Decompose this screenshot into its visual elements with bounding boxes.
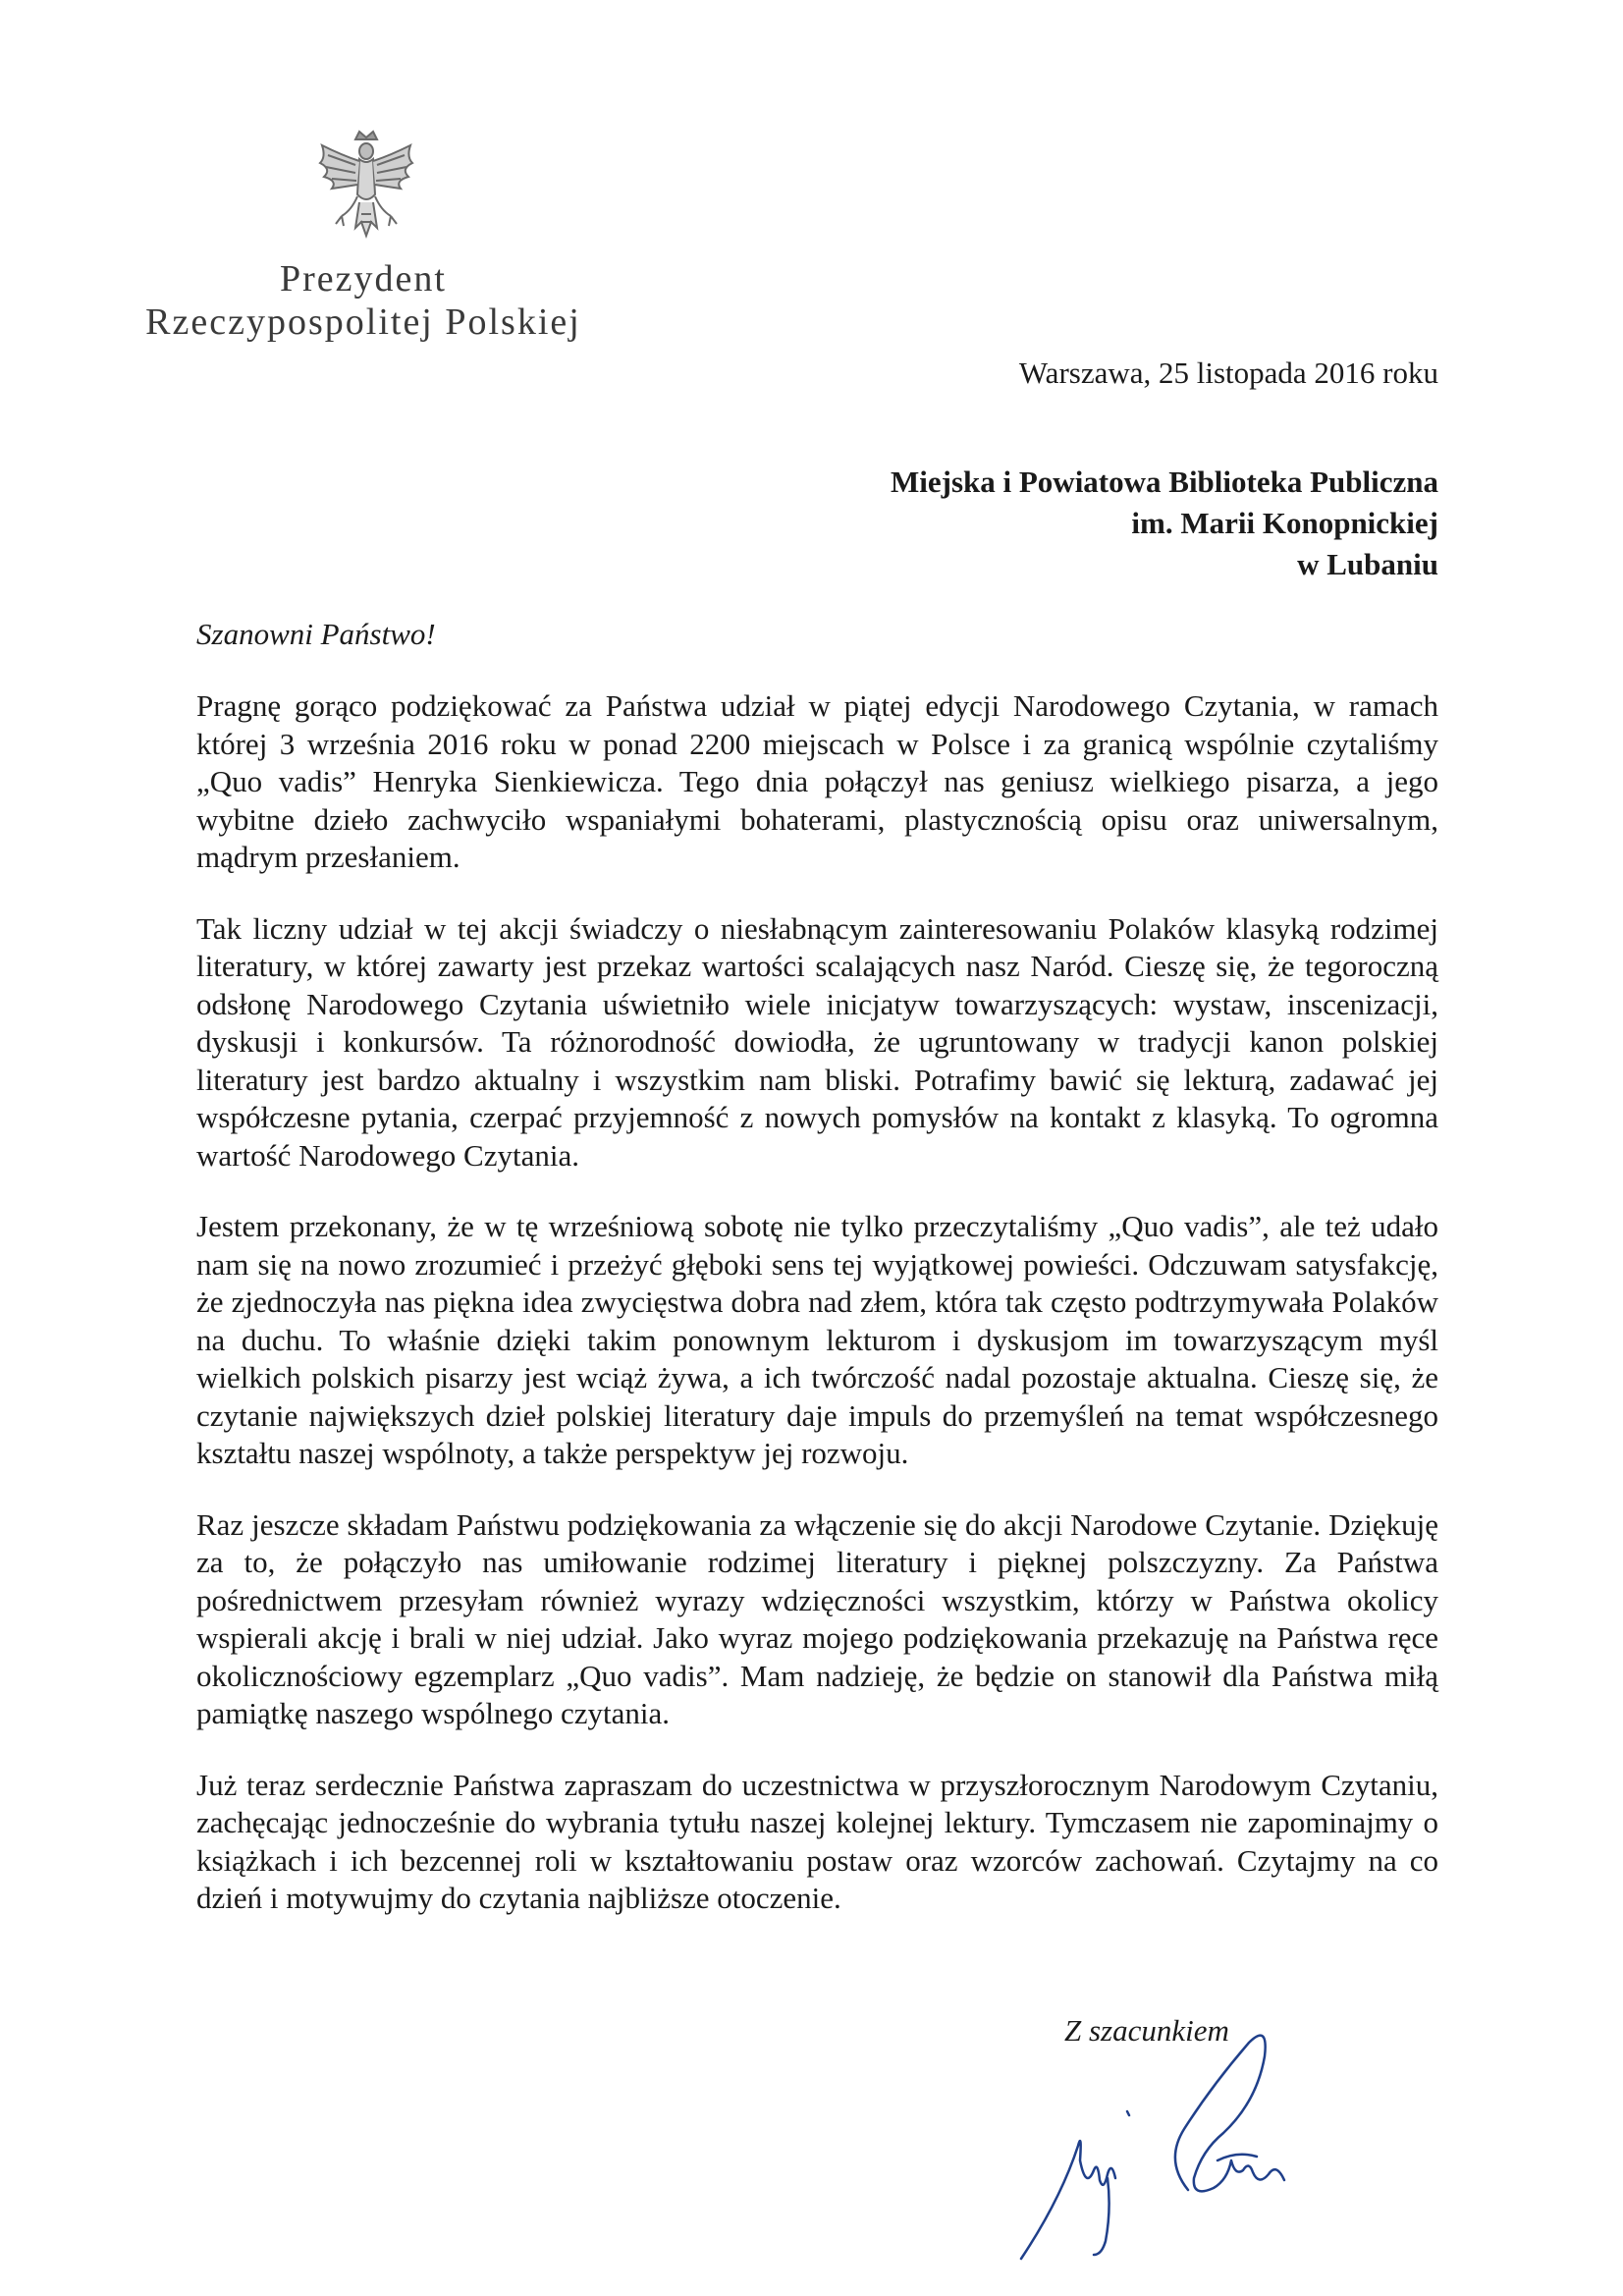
letter-body (196, 687, 1438, 1951)
office-title-line1: Prezydent (280, 258, 447, 300)
letter-date: Warszawa, 25 listopada 2016 roku (1018, 355, 1438, 390)
recipient-line: Miejska i Powiatowa Biblioteka Publiczna (891, 465, 1438, 499)
body-paragraph: Tak liczny udział w tej akcji świadczy o niesłabnącym zainteresowaniu Polaków klasyką rodzimej literatury, w której zawarty jest przekaz wartości scalających nasz Naród. Cieszę się, że tegoroczną odsłonę Narodowego Czytania uświetniło wiele inicjatyw towarzyszących: wystaw, inscenizacji, dyskusji i konkursów. Ta różnorodność dowiodła, że ugruntowany w tradycji kanon polskiej literatury jest bardzo aktualny i wszystkim nam bliski. Potrafimy bawić się lekturą, zadawać jej współczesne pytania, czerpać przyjemność z nowych pomysłów na kontakt z klasyką. To ogromna wartość Narodowego Czytania. (196, 910, 1438, 1173)
body-paragraph: Raz jeszcze składam Państwu podziękowania za włączenie się do akcji Narodowe Czytanie. Dziękuję za to, że połączyło nas umiłowanie rodzimej literatury i pięknej polszczyzny. Za Państwa pośrednictwem przesyłam również wyrazy wdzięczności wszystkim, którzy w Państwa okolicy wspierali akcję i brali w niej udział. Jako wyraz mojego podziękowania przekazuję na Państwa ręce okolicznościowy egzemplarz „Quo vadis”. Mam nadzieję, że będzie on stanowił dla Państwa miłą pamiątkę naszego wspólnego czytania. (196, 1506, 1438, 1730)
body-paragraph: Już teraz serdecznie Państwa zapraszam do uczestnictwa w przyszłorocznym Narodowym Czytaniu, zachęcając jednocześnie do wybrania tytułu naszej kolejnej lektury. Tymczasem nie zapominajmy o książkach i ich bezcennej roli w kształtowaniu postaw oraz wzorców zachowań. Czytajmy na co dzień i motywujmy do czytania najbliższe otoczenie. (196, 1767, 1438, 1915)
office-title-line2: Rzeczypospolitej Polskiej (145, 301, 581, 343)
salutation: Szanowni Państwo! (196, 617, 436, 651)
signature-icon (992, 2013, 1384, 2269)
recipient-line: w Lubaniu (1297, 547, 1438, 581)
closing-phrase: Z szacunkiem (1064, 2013, 1229, 2048)
eagle-emblem-icon (312, 126, 420, 249)
body-paragraph: Jestem przekonany, że w tę wrześniową sobotę nie tylko przeczytaliśmy „Quo vadis”, ale też udało nam się na nowo zrozumieć i przeżyć głęboki sens tej wyjątkowej powieści. Odczuwam satysfakcję, że zjednoczyła nas piękna idea zwycięstwa dobra nad złem, która tak często podtrzymywała Polaków na duchu. To właśnie dzięki takim ponownym lekturom i dyskusjom im towarzyszącym myśl wielkich polskich pisarzy jest wciąż żywa, a ich twórczość nadal pozostaje aktualna. Cieszę się, że czytanie największych dzieł polskiej literatury daje impuls do przemyśleń na temat współczesnego kształtu naszej wspólnoty, a także perspektyw jej rozwoju. (196, 1209, 1438, 1470)
recipient-block (891, 462, 1438, 585)
recipient-line: im. Marii Konopnickiej (1131, 506, 1438, 540)
body-paragraph: Pragnę gorąco podziękować za Państwa udział w piątej edycji Narodowego Czytania, w ramach której 3 września 2016 roku w ponad 2200 miejscach w Polsce i za granicą wspólnie czytaliśmy „Quo vadis” Henryka Sienkiewicza. Tego dnia połączył nas geniusz wielkiego pisarza, a jego wybitne dzieło zachwyciło wspaniałymi bohaterami, plastycznością opisu oraz uniwersalnym, mądrym przesłaniem. (196, 688, 1438, 874)
